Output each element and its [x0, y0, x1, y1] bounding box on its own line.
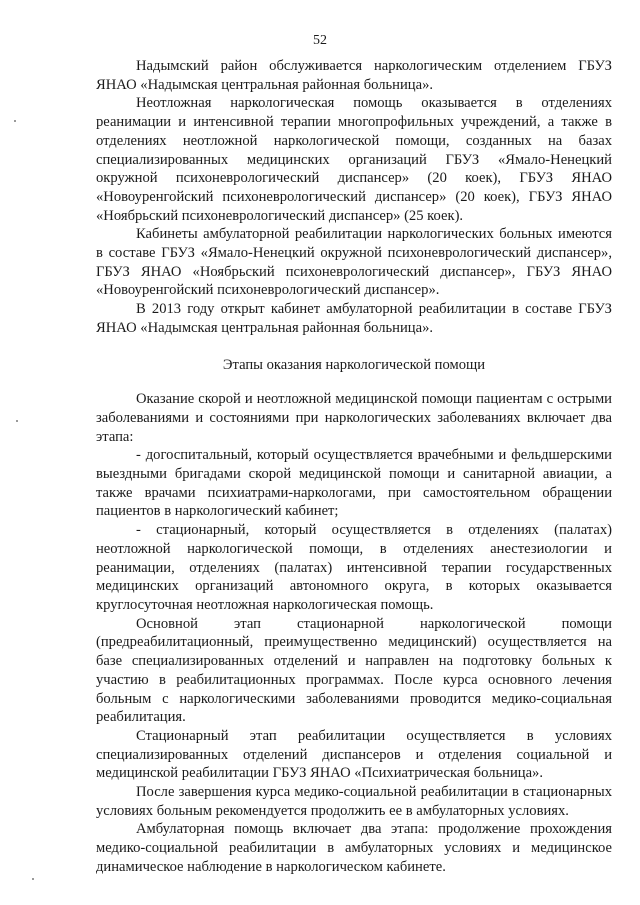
scan-speck — [16, 420, 18, 422]
paragraph: Надымский район обслуживается наркологическим отделением ГБУЗ ЯНАО «Надымская центральная районная больница». — [96, 58, 612, 93]
page-number: 52 — [313, 33, 327, 48]
paragraph: Основной этап стационарной наркологической помощи (предреабилитационный, преимущественно медицинский) осуществляется на базе специализированных отделений и направлен на подготовку больных к участию в реабилитационных программах. После курса основного лечения больным с наркологическими заболеваниями проводится медико-социальная реабилитация. — [96, 615, 612, 726]
paragraph: После завершения курса медико-социальной реабилитации в стационарных условиях больным рекомендуется продолжить ее в амбулаторных условиях. — [96, 784, 612, 819]
paragraph: Стационарный этап реабилитации осуществляется в условиях специализированных отделений диспансеров и отделения социальной и медицинской реабилитации ГБУЗ ЯНАО «Психиатрическая больница». — [96, 727, 612, 782]
paragraph: Амбулаторная помощь включает два этапа: продолжение прохождения медико-социальной реабилитации в амбулаторных условиях и медицинское динамическое наблюдение в наркологическом кабинете. — [96, 821, 612, 875]
scan-speck — [14, 120, 16, 122]
paragraph: Оказание скорой и неотложной медицинской помощи пациентам с острыми заболеваниями и состояниями при наркологических заболеваниях включает два этапа: — [96, 391, 612, 445]
section-title: Этапы оказания наркологической помощи — [222, 356, 486, 373]
paragraph: Кабинеты амбулаторной реабилитации наркологических больных имеются в составе ГБУЗ «Ямало-Ненецкий окружной психоневрологический диспансер», ГБУЗ ЯНАО «Ноябрьский психоневрологический диспансер», ГБУЗ ЯНАО «Новоуренгойский психоневрологический диспансер». — [96, 226, 612, 299]
paragraph: Неотложная наркологическая помощь оказывается в отделениях реанимации и интенсивной терапии многопрофильных учреждений, а также в отделениях неотложной наркологической помощи, созданных на базах специализированных медицинских организаций ГБУЗ «Ямало-Ненецкий окружной психоневрологический диспансер» (20 коек), ГБУЗ ЯНАО «Новоуренгойский психоневрологический диспансер» (20 коек), ГБУЗ ЯНАО «Ноябрьский психоневрологический диспансер» (25 коек). — [96, 95, 612, 224]
scan-speck — [32, 878, 34, 880]
paragraph: В 2013 году открыт кабинет амбулаторной реабилитации в составе ГБУЗ ЯНАО «Надымская центральная районная больница». — [96, 301, 612, 336]
document-body — [96, 57, 612, 877]
list-item: - догоспитальный, который осуществляется врачебными и фельдшерскими выездными бригадами скорой медицинской помощи и санитарной авиации, а также врачами психиатрами-наркологами, при самостоятельном обращении пациентов в наркологический кабинет; — [96, 447, 612, 520]
list-item: - стационарный, который осуществляется в отделениях (палатах) неотложной наркологической помощи, в отделениях анестезиологии и реанимации, отделениях (палатах) интенсивной терапии государственных медицинских организаций автономного округа, в которых оказывается круглосуточная неотложная наркологическая помощь. — [96, 522, 612, 613]
